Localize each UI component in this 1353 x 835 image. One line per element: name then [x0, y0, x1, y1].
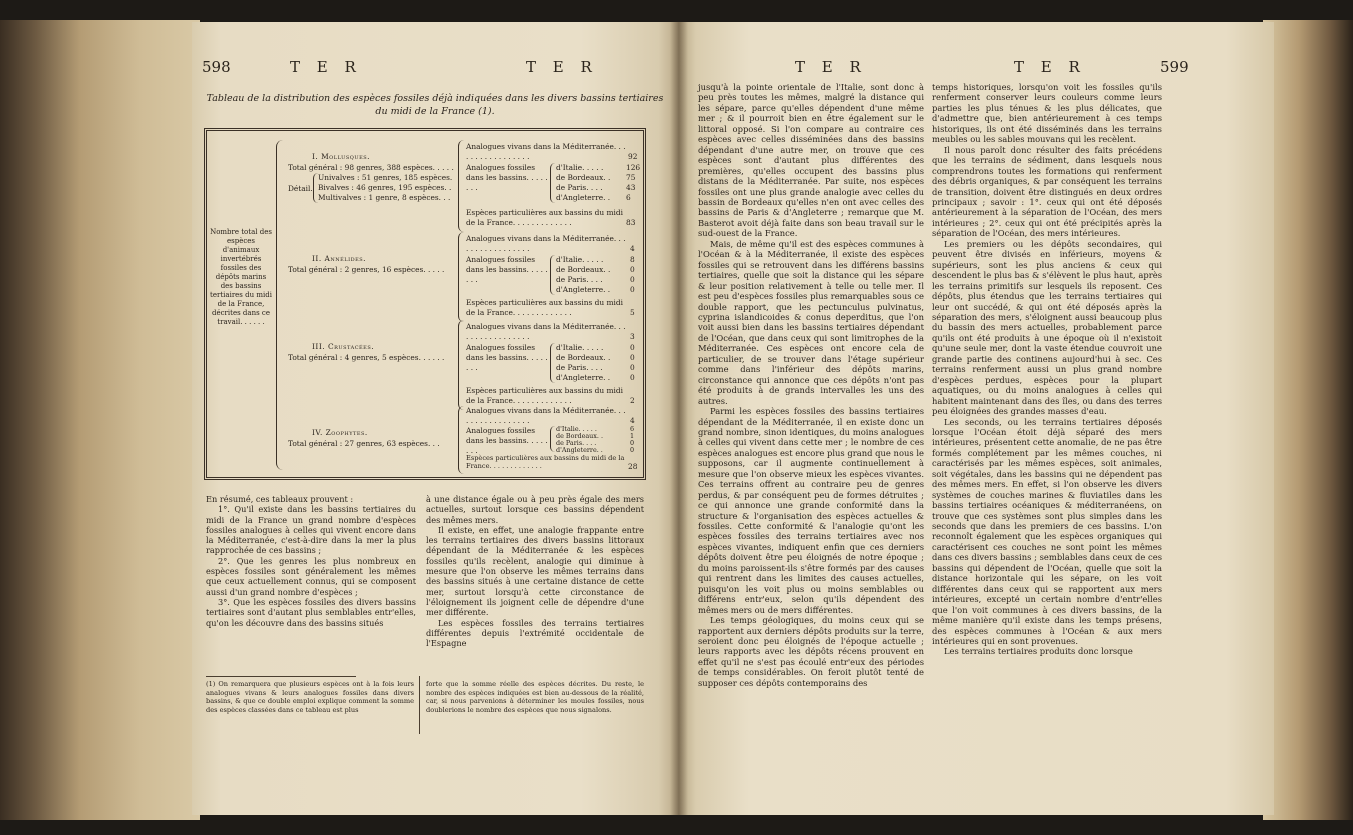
place-name: de Paris. . . . [556, 183, 603, 192]
place-name: d'Italie. . . . . [556, 163, 604, 172]
table-side-label: Nombre total des espèces d'animaux invertébrés fossiles des dépôts marins des bassins tertiaires du midi de la France, décrites dans ce travail. . . . . . [210, 228, 272, 326]
group-brace [458, 406, 464, 474]
group-brace [458, 320, 464, 410]
place-name: de Paris. . . . [556, 275, 603, 284]
place-count: 1 [630, 432, 635, 440]
especes-particulieres: Espèces particulières aux bassins du midi de la France. . . . . . . . . . . . . [466, 298, 623, 317]
detail-line: Bivalves : 46 genres, 195 espèces. . [318, 183, 452, 192]
left-page-edges [0, 20, 200, 820]
place-name: d'Angleterre. . [556, 193, 611, 202]
especes-particulieres-count: 28 [628, 462, 638, 471]
place-count: 0 [630, 373, 635, 382]
footnote-right: forte que la somme réelle des espèces décrites. Du reste, le nombre des espèces indiquées est bien au-dessous de la réalité, car, si nous parvenions à déterminer les moules fossiles, nous doublerions le nombre des espèces que nous signalons. [426, 680, 644, 714]
place-count: 75 [626, 173, 636, 182]
paragraph: Les temps géologiques, du moins ceux qui se rapportent aux derniers dépôts produits sur la terre, seroient donc peu éloignés de l'époque actuelle ; leurs rapports avec les dépôts récens prouvent en effet qu'il ne s'est pas écoulé entr'eux des périodes de temps considérables. On feroit plutôt tenté de supposer ces dépôts contemporains des [698, 615, 924, 688]
table-title: Tableau de la distribution des espèces fossiles déjà indiquées dans les divers bassins tertiaires du midi de la France (1). [206, 93, 664, 117]
analogues-vivans: Analogues vivans dans la Méditerranée. . . . . . . . . . . . . . . . . [466, 234, 626, 253]
group-name: IV. Zoophytes. [312, 428, 368, 437]
place-count: 126 [626, 163, 641, 172]
right-page-column-2 [932, 82, 1162, 657]
table-main-brace [276, 140, 283, 470]
analogues-fossiles: Analogues fossiles dans les bassins. . . . . . . . [466, 163, 548, 192]
place-count: 0 [630, 265, 635, 274]
paragraph: à une distance égale ou à peu près égale des mers actuelles, surtout lorsque ces bassins dépendent des mêmes mers. [426, 494, 644, 525]
paragraph: Il nous paroît donc résulter des faits précédens que les terrains de sédiment, dans lesquels nous comprendrons toutes les formations qui renferment des débris organiques, & par conséquent les terrains de transition, doivent être distingués en deux ordres principaux ; savoir : 1°. ceux qui ont été déposés antérieurement à la séparation de l'Océan, des mers intérieures ; 2°. ceux qui ont été précipités après la séparation de l'Océan, des mers intérieures. [932, 144, 1162, 239]
place-count: 8 [630, 255, 635, 264]
paragraph: Les seconds, ou les terrains tertiaires déposés lorsque l'Océan étoit déjà séparé des mers intérieures, présentent cette anomalie, de ne pas être formés complétement par les mêmes couches, ni caractérisés par les mêmes espèces, soit animales, soit végétales, dans les bassins qui ne dépendent pas des mêmes mers. En effet, si l'on observe les divers systèmes de couches marines & fluviatiles dans les bassins tertiaires océaniques & méditerranéens, on trouve que ces systèmes sont plus simples dans les seconds que dans les premiers de ces bassins. L'on reconnoît également que les espèces organiques qui caractérisent ces couches ne sont point les mêmes dans ces divers bassins ; semblables dans ceux de ces bassins qui dépendent de l'Océan, quelle que soit la distance horizontale qui les sépare, on les voit différentes dans ceux qui se rapportent aux mers intérieures, excepté un certain nombre d'entr'elles que l'on voit communes à ces divers bassins, de la même manière qu'il existe dans les temps présens, des espèces communes à l'Océan & aux mers intérieures qui en sont provenues. [932, 416, 1162, 647]
place-count: 0 [630, 363, 635, 372]
analogues-fossiles: Analogues fossiles dans les bassins. . . . . . . . [466, 426, 548, 455]
place-count: 0 [630, 446, 635, 454]
place-name: de Bordeaux. . [556, 353, 611, 362]
place-name: de Bordeaux. . [556, 432, 603, 440]
place-name: d'Angleterre. . [556, 446, 603, 454]
right-page-edges [1263, 20, 1353, 820]
paragraph: Mais, de même qu'il est des espèces communes à l'Océan & à la Méditerranée, il existe des espèces fossiles qui se retrouvent dans les différens bassins tertiaires, quelle que soit la distance qui les sépare & leur position relativement à telle ou telle mer. Il est peu d'espèces fossiles plus remarquables sous ce double rapport, que les pectunculus pulvinatus, cyprina islandicoides & conus deperditus, que l'on voit aussi bien dans les bassins tertiaires dépendant de l'Océan, que dans ceux qui sont limitrophes de la Méditerranée. Ces espèces ont encore cela de particulier, de se trouver dans l'étage supérieur comme dans l'inférieur des dépôts marins, circonstance qui annonce que ces dépôts n'ont pas été produits à de grands intervalles les uns des autres. [698, 238, 924, 406]
place-count: 6 [630, 425, 635, 433]
book-gutter [670, 22, 688, 815]
places-brace [550, 255, 555, 295]
paragraph: Parmi les espèces fossiles des bassins tertiaires dépendant de la Méditerranée, il en existe donc un grand nombre, sinon identiques, du moins analogues à celles qui vivent dans cette mer ; le nombre de ces espèces analogues est encore plus grand que nous le supposons, car il augmente continuellement à mesure que l'on observe mieux les espèces vivantes. Ces terrains offrent au contraire peu de genres perdus, & par conséquent peu de formes détruites ; ce qui annonce une grande conformité dans la structure & l'organisation des espèces actuelles & fossiles. Cette conformité & l'analogie qu'ont les espèces fossiles des terrains tertiaires avec nos espèces vivantes, indiquent enfin que ces derniers dépôts doivent être peu éloignés de notre époque ; du moins paroissent-ils s'être formés par des causes qui rentrent dans les limites des causes actuelles, puisqu'on les voit plus ou moins semblables ou différens entr'eux, selon qu'ils dépendent des mêmes mers ou de mers différentes. [698, 406, 924, 615]
place-count: 6 [626, 193, 631, 202]
paragraph: En résumé, ces tableaux prouvent : [206, 494, 354, 504]
paragraph: Les premiers ou les dépôts secondaires, qui peuvent être divisés en inférieurs, moyens & supérieurs, sont les plus anciens & ceux qui descendent le plus bas & s'élèvent le plus haut, après les terrains primitifs sur lesquels ils reposent. Ces dépôts, plus étendus que les terrains tertiaires qui leur ont succédé, & qui ont été déposés après la séparation des mers, s'éloignent aussi beaucoup plus du bassin des mers actuelles, probablement parce qu'ils ont été produits à une époque où il n'existoit qu'une seule mer, dont la vaste étendue couvroit une grande partie des continens aujourd'hui à sec. Ces terrains renferment aussi un plus grand nombre d'espèces perdues, espèces pour la plupart aquatiques, ou du moins analogues à celles qui habitent maintenant dans des îles, ou dans des terres peu éloignées des grandes masses d'eau. [932, 238, 1162, 417]
paragraph: Il existe, en effet, une analogie frappante entre les terrains tertiaires des divers bassins littoraux dépendant de la Méditerranée & les espèces fossiles qu'ils recèlent, analogie qui diminue à mesure que l'on observe les mêmes terrains dans des bassins situés à une certaine distance de cette mer, surtout lorsqu'à cette circonstance de l'éloignement ils joignent celle de dépendre d'une mer différente. [426, 524, 644, 618]
analogues-fossiles: Analogues fossiles dans les bassins. . . . . . . . [466, 255, 548, 284]
paragraph: Les espèces fossiles des terrains tertiaires différentes depuis l'extrémité occidentale de l'Espagne [426, 617, 644, 649]
group-name: II. Annélides. [312, 254, 367, 263]
places-brace [550, 343, 555, 383]
paragraph: 1°. Qu'il existe dans les bassins tertiaires du midi de la France un grand nombre d'espèces fossiles analogues à celles qui vivent encore dans la Méditerranée, c'est-à-dire dans la mer la plus rapprochée de ces bassins ; [206, 504, 416, 556]
place-name: de Paris. . . . [556, 439, 597, 447]
place-name: de Bordeaux. . [556, 173, 611, 182]
footnote-rule [206, 676, 356, 677]
especes-particulieres: Espèces particulières aux bassins du midi de la France. . . . . . . . . . . . . [466, 454, 625, 470]
analogues-vivans-count: 3 [630, 332, 635, 341]
analogues-vivans: Analogues vivans dans la Méditerranée. . . . . . . . . . . . . . . . . [466, 142, 626, 161]
especes-particulieres: Espèces particulières aux bassins du midi de la France. . . . . . . . . . . . . [466, 208, 623, 227]
paragraph: Les terrains tertiaires produits donc lorsque [944, 646, 1133, 657]
place-name: d'Angleterre. . [556, 373, 611, 382]
footnote-left: (1) On remarquera que plusieurs espèces ont à la fois leurs analogues vivans & leurs analogues fossiles dans divers bassins, & que ce double emploi explique comment la somme des espèces classées dans ce tableau est plus [206, 680, 414, 714]
places-brace [550, 163, 555, 203]
paragraph: jusqu'à la pointe orientale de l'Italie, sont donc à peu près toutes les mêmes, malgré la distance qui les sépare, parce qu'elles dépendent d'une même mer ; & il pourroit bien en être également sur le littoral opposé. Si l'on compare au contraire ces espèces avec celles disséminées dans des bassins dépendant d'une autre mer, on trouve que ces espèces sont d'autant plus différentes des premières, qu'elles occupent des bassins plus distans de la Méditerranée. Par suite, nos espèces fossiles ont une plus grande analogie avec celles du bassin de Bordeaux qu'elles n'en ont avec celles des bassins de Paris & d'Angleterre ; remarque que M. Basterot avoit déjà faite dans son beau travail sur le sud-ouest de la France. [698, 82, 924, 239]
paragraph: 3°. Que les espèces fossiles des divers bassins tertiaires sont d'autant plus semblables entr'elles, qu'on les découvre dans des bassins situés [206, 596, 416, 628]
place-name: d'Angleterre. . [556, 285, 611, 294]
group-total: Total général : 27 genres, 63 espèces. . . [288, 439, 440, 448]
group-brace [458, 140, 464, 232]
group-name: I. Mollusques. [312, 152, 371, 161]
analogues-fossiles: Analogues fossiles dans les bassins. . . . . . . . [466, 343, 548, 372]
group-total: Total général : 98 genres, 388 espèces. . . . . [288, 163, 454, 172]
place-name: d'Italie. . . . . [556, 425, 597, 433]
especes-particulieres-count: 5 [630, 308, 635, 317]
analogues-vivans-count: 4 [630, 416, 635, 425]
especes-particulieres: Espèces particulières aux bassins du midi de la France. . . . . . . . . . . . . [466, 386, 623, 405]
footnote-divider [419, 676, 420, 734]
place-name: d'Italie. . . . . [556, 255, 604, 264]
page-number-left: 598 [202, 58, 231, 76]
running-head-right-2: T E R [1014, 58, 1086, 76]
left-page-column-2 [426, 494, 644, 648]
especes-particulieres-count: 2 [630, 396, 635, 405]
place-count: 0 [630, 439, 635, 447]
analogues-vivans: Analogues vivans dans la Méditerranée. . . . . . . . . . . . . . . . . [466, 322, 626, 341]
paragraph: 2°. Que les genres les plus nombreux en espèces fossiles sont généralement les mêmes que ceux actuellement connus, qui se composent aussi d'un grand nombre d'espèces ; [206, 555, 416, 597]
places-brace [550, 426, 555, 452]
place-count: 0 [630, 353, 635, 362]
place-count: 43 [626, 183, 636, 192]
detail-line: Multivalves : 1 genre, 8 espèces. . . [318, 193, 451, 202]
group-name: III. Crustacées. [312, 342, 375, 351]
group-brace [458, 232, 464, 322]
running-head-left-1: T E R [290, 58, 362, 76]
running-head-right-1: T E R [795, 58, 867, 76]
place-name: d'Italie. . . . . [556, 343, 604, 352]
left-page-column-1 [206, 494, 416, 628]
analogues-vivans: Analogues vivans dans la Méditerranée. . . . . . . . . . . . . . . . . [466, 406, 626, 425]
place-count: 0 [630, 343, 635, 352]
detail-line: Univalves : 51 genres, 185 espèces. [318, 173, 453, 182]
running-head-left-2: T E R [526, 58, 598, 76]
paragraph: temps historiques, lorsqu'on voit les fossiles qu'ils renferment conserver leurs couleurs comme leurs parties les plus ténues & les plus délicates, que d'admettre que, bien antérieurement à ces temps historiques, ils ont été disséminés dans les terrains meubles ou les sables mouvans qui les recèlent. [932, 82, 1162, 145]
page-number-right: 599 [1160, 58, 1189, 76]
especes-particulieres-count: 83 [626, 218, 636, 227]
place-name: de Bordeaux. . [556, 265, 611, 274]
right-page-column-1 [698, 82, 924, 688]
analogues-vivans-count: 92 [628, 152, 638, 161]
place-count: 0 [630, 275, 635, 284]
analogues-vivans-count: 4 [630, 244, 635, 253]
group-total: Total général : 4 genres, 5 espèces. . . . . . [288, 353, 445, 362]
detail-label: Détail. [288, 184, 313, 193]
group-total: Total général : 2 genres, 16 espèces. . . . . [288, 265, 445, 274]
place-count: 0 [630, 285, 635, 294]
place-name: de Paris. . . . [556, 363, 603, 372]
